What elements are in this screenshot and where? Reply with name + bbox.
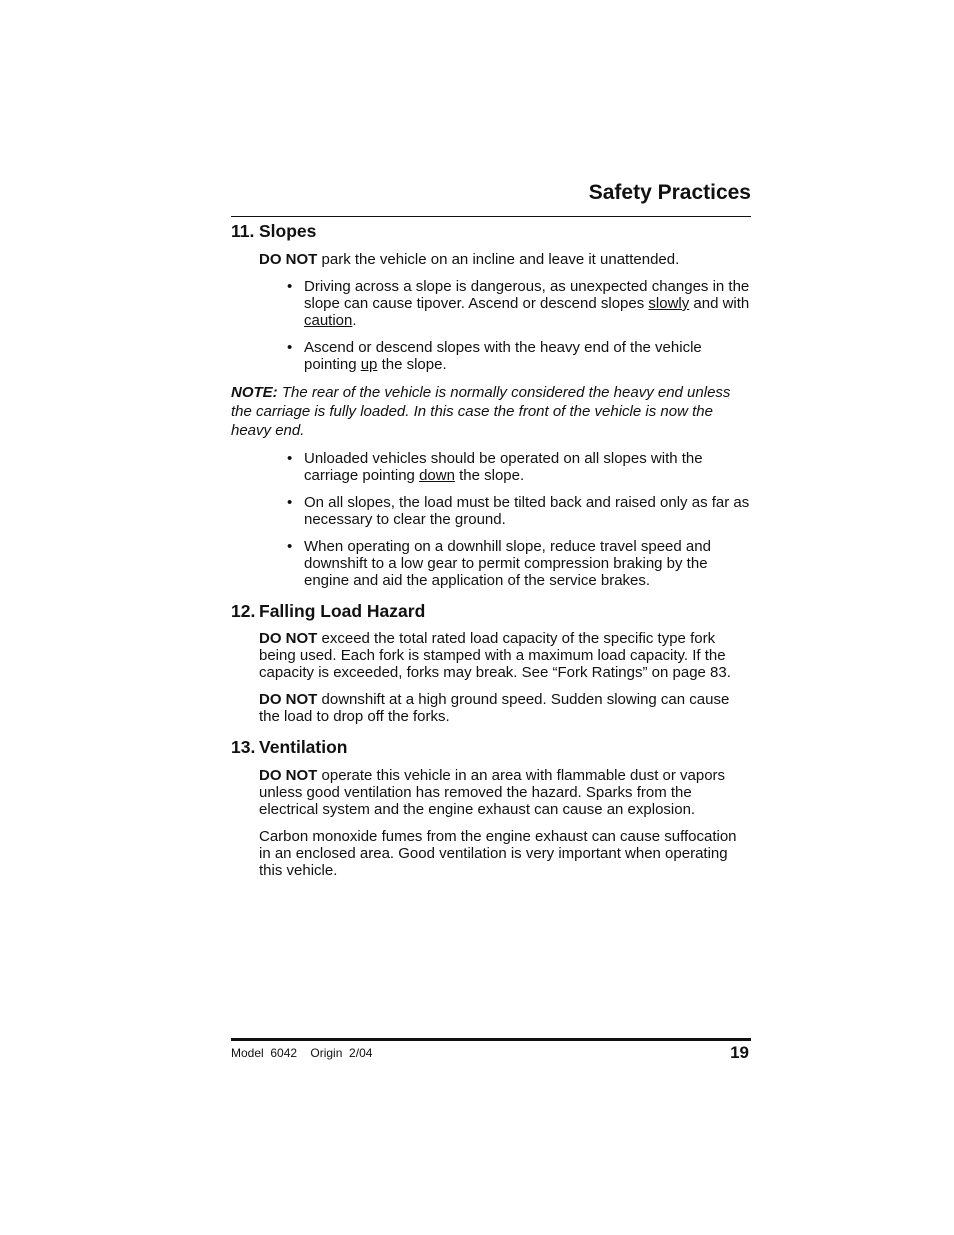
slopes-bullet-list-2 [287,450,751,589]
list-item: • When operating on a downhill slope, reduce travel speed and downshift to a low gear to permit compression braking by the engine and aid the application of the service brakes. [287,538,751,589]
do-not-label: DO NOT [259,691,318,708]
section-heading-falling-load-hazard [231,599,751,623]
section-number: 12. [231,601,256,621]
section-heading-ventilation [231,735,751,759]
falling-load-paragraph-2: DO NOT downshift at a high ground speed. Sudden slowing can cause the load to drop off the forks. [259,691,730,725]
list-item: • On all slopes, the load must be tilted back and raised only as far as necessary to clear the ground. [287,494,751,528]
page-title: Safety Practices [588,181,751,204]
note-label: NOTE: [231,384,278,401]
section-number: 11. [231,221,255,241]
ventilation-paragraph-1: DO NOT operate this vehicle in an area with flammable dust or vapors unless good ventilation has removed the hazard. Sparks from the electrical system and the engine exhaust can cause an explosion. [259,767,726,818]
page-content [231,219,751,889]
ventilation-paragraph-2: Carbon monoxide fumes from the engine exhaust can cause suffocation in an enclosed area. Good ventilation is very important when operating this vehicle. [259,828,737,879]
list-item: • Driving across a slope is dangerous, as unexpected changes in the slope can cause tipover. Ascend or descend slopes slowly and with caution. [287,278,751,329]
section-heading-slopes [231,219,751,243]
slopes-paragraph-1: DO NOT park the vehicle on an incline and leave it unattended. [259,251,680,268]
section-number: 13. [231,737,256,757]
section-title: Slopes [259,221,317,241]
title-rule [231,216,751,217]
footer-rule [231,1038,751,1041]
do-not-label: DO NOT [259,251,318,268]
footer-model-origin: Model 6042 Origin 2/04 [231,1046,373,1060]
falling-load-paragraph-1: DO NOT exceed the total rated load capacity of the specific type fork being used. Each fork is stamped with a maximum load capacity. If the capacity is exceeded, forks may break. See “Fork Ratings” on page 83. [259,630,731,681]
section-title: Falling Load Hazard [259,601,426,621]
do-not-label: DO NOT [259,767,318,784]
section-title: Ventilation [259,737,348,757]
list-item: • Unloaded vehicles should be operated on all slopes with the carriage pointing down the slope. [287,450,751,484]
note: NOTE: The rear of the vehicle is normally considered the heavy end unless the carriage is fully loaded. In this case the front of the vehicle is now the heavy end. [231,384,731,439]
slopes-bullet-list-1 [287,278,751,373]
list-item: • Ascend or descend slopes with the heavy end of the vehicle pointing up the slope. [287,339,751,373]
page-number: 19 [730,1043,749,1062]
do-not-label: DO NOT [259,630,318,647]
